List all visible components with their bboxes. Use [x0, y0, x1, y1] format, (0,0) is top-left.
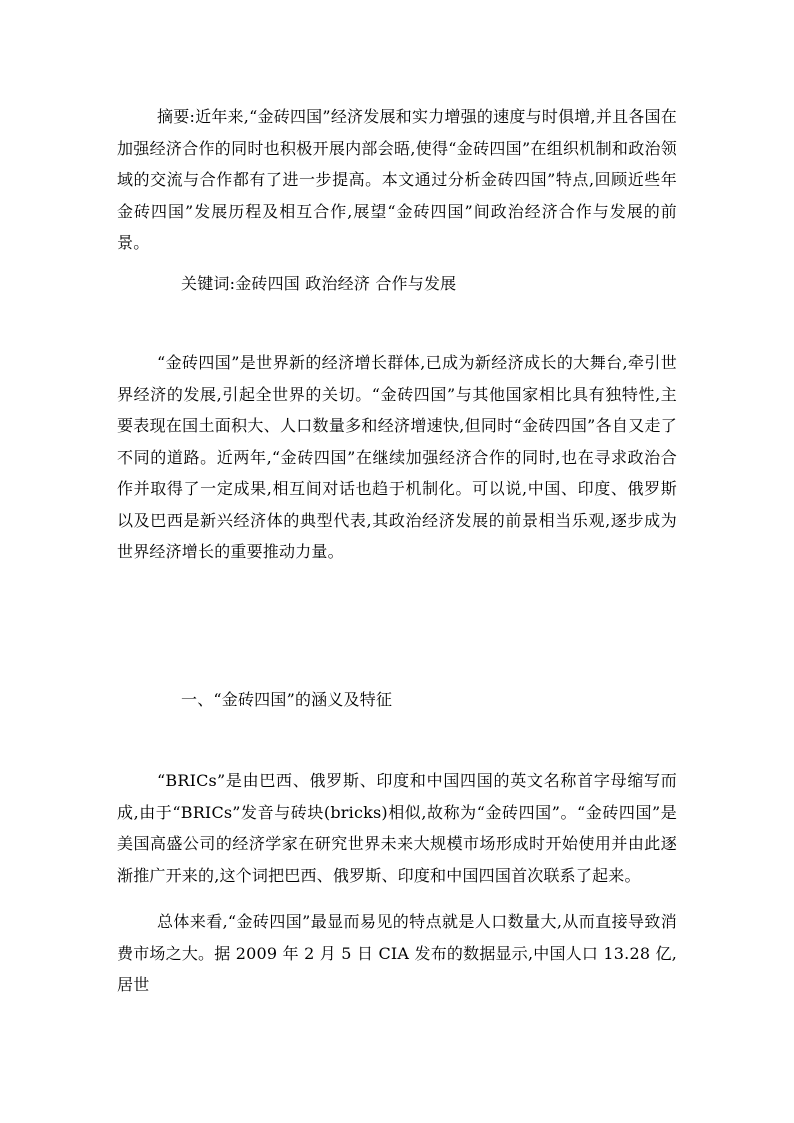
- keywords-line: 关键词:金砖四国 政治经济 合作与发展: [181, 274, 457, 293]
- intro-paragraph: “金砖四国”是世界新的经济增长群体,已成为新经济成长的大舞台,牵引世界经济的发展,引起全世界的关切。“金砖四国”与其他国家相比具有独特性,主要表现在国土面积大、人口数量多和经济增速快,但同时“金砖四国”各自又走了不同的道路。近两年,“金砖四国”在继续加强经济合作的同时,也在寻求政治合作并取得了一定成果,相互间对话也趋于机制化。可以说,中国、印度、俄罗斯以及巴西是新兴经济体的典型代表,其政治经济发展的前景相当乐观,逐步成为世界经济增长的重要推动力量。: [117, 353, 677, 561]
- bric-definition-paragraph: “BRICs”是由巴西、俄罗斯、印度和中国四国的英文名称首字母缩写而成,由于“BRICs”发音与砖块(bricks)相似,故称为“金砖四国”。“金砖四国”是美国高盛公司的经济学家在研究世界未来大规模市场形成时开始使用并由此逐渐推广开来的,这个词把巴西、俄罗斯、印度和中国四国首次联系了起来。: [117, 771, 677, 885]
- abstract-paragraph: 摘要:近年来,“金砖四国”经济发展和实力增强的速度与时俱增,并且各国在加强经济合作的同时也积极开展内部会晤,使得“金砖四国”在组织机制和政治领域的交流与合作都有了进一步提高。本文通过分析金砖四国”特点,回顾近些年金砖四国”发展历程及相互合作,展望“金砖四国”间政治经济合作与发展的前景。: [117, 107, 677, 252]
- population-paragraph: 总体来看,“金砖四国”最显而易见的特点就是人口数量大,从而直接导致消费市场之大。据 2009 年 2 月 5 日 CIA 发布的数据显示,中国人口 13.28 亿,居世: [117, 912, 677, 994]
- section-heading: 一、“金砖四国”的涵义及特征: [181, 690, 393, 709]
